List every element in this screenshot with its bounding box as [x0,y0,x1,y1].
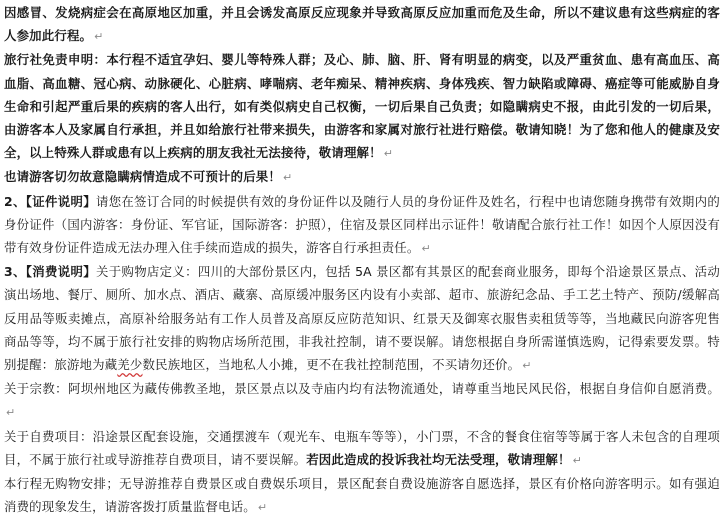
complaint-notice: 若因此造成的投诉我社均无法受理，敬请理解！ [306,451,571,467]
paragraph-return-mark: ↵ [383,147,394,161]
concealment-warning [4,165,720,189]
liability-disclaimer [4,48,720,165]
paragraph-return-mark: ↵ [6,406,16,420]
concealment-warning-text: 也请游客切勿故意隐瞒病情造成不可预计的后果！ [4,169,281,185]
paragraph-return-mark: ↵ [572,453,583,467]
altitude-illness-warning [4,1,720,48]
paragraph-return-mark: ↵ [522,359,532,373]
paragraph-return-mark: ↵ [257,501,268,515]
id-document-section [4,190,720,261]
no-shopping-section [4,472,720,519]
consumption-section [4,260,720,377]
religion-text: 关于宗教：阿坝州地区为藏传佛教圣地，景区景点以及寺庙内均有法物流通处，请尊重当地民风民俗，根据自身信仰自愿消费。 [4,381,720,397]
spellcheck-flagged-text: 羌少 [117,357,143,373]
id-document-heading: 2、【证件说明】 [4,193,96,209]
religion-section [4,377,720,424]
shopping-definition-text: 关于购物店定义：四川的大部份景区内，包括 5A 景区都有其景区的配套商业服务，即每个沿途景区景点、活动演出场地、餐厅、厕所、加水点、酒店、藏寨、高原缓冲服务区内设有小卖部、超市、旅游纪念品、手工艺土特产、预防/缓解高反用品等贩卖摊点，高原补给服务站有工作人员普及高原反应防范知识、红景天及御寒衣服售卖租赁等等，当地藏民向游客兜售商品等等，均不属于旅行社安排的购物店场所范围，非我社控制，请不要误解。请您根据自身所需谨慎选购，记得索要发票。特别提醒：旅游地为藏 [4,264,720,373]
liability-disclaimer-text: 旅行社免责申明：本行程不适宜孕妇、婴儿等特殊人群；及心、肺、脑、肝、肾有明显的病变，以及严重贫血、患有高血压、高血脂、高血糖、冠心病、动脉硬化、心脏病、哮喘病、老年痴呆、精神疾病、身体残疾、智力缺陷或障碍、癌症等可能威胁自身生命和引起严重后果的疾病的客人出行，如有类似病史自己权衡，一切后果自己负责；如隐瞒病史不报，由此引发的一切后果，由游客本人及家属自行承担，并且如给旅行社带来损失，由游客和家属对旅行社进行赔偿。敬请知晓！为了您和他人的健康及安全，以上特殊人群或患有以上疾病的朋友我社无法接待，敬请理解！ [4,52,720,161]
no-shopping-text: 本行程无购物安排；无导游推荐自费景区或自费娱乐项目，景区配套自费设施游客自愿选择，景区有价格向游客明示。如有强迫消费的现象发生，请游客拨打质量监督电话。 [4,476,720,515]
self-paid-items-section [4,425,720,472]
self-paid-items-text: 关于自费项目：沿途景区配套设施，交通摆渡车（观光车、电瓶车等等），小门票，不含的餐食住宿等等属于客人未包含的自理项目，不属于旅行社或导游推荐自费项目，请不要误解。 [4,428,720,467]
paragraph-return-mark: ↵ [283,171,293,185]
altitude-illness-text: 因感冒、发烧病症会在高原地区加重，并且会诱发高原反应现象并导致高原反应加重而危及生命，所以不建议患有这些病症的客人参加此行程。 [4,5,720,44]
shopping-reminder-text: 数民族地区，当地私人小摊，更不在我社控制范围，不买请勿还价。 [142,357,521,373]
consumption-heading: 3、【消费说明】 [4,264,96,280]
paragraph-return-mark: ↵ [94,30,104,44]
paragraph-return-mark: ↵ [421,242,431,256]
id-document-text: 请您在签订合同的时候提供有效的身份证件以及随行人员的身份证件及姓名，行程中也请您随身携带有效期内的身份证件（国内游客：身份证、军官证，国际游客：护照），住宿及景区同样出示证件！敬请配合旅行社工作！如因个人原因没有带有效身份证件造成无法办理入住手续而造成的损失，游客自行承担责任。 [4,193,720,256]
